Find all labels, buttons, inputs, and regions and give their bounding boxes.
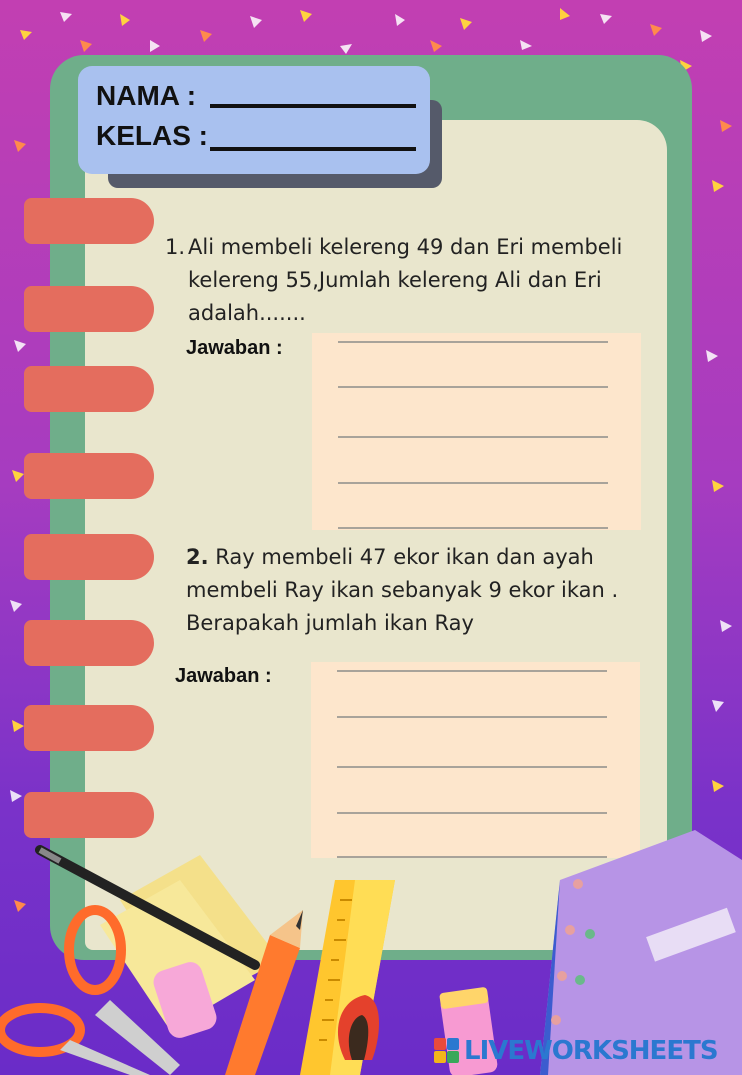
question-1-line: Ali membeli kelereng 49 dan Eri membeli xyxy=(188,235,623,259)
liveworksheets-wordmark: LIVEWORKSHEETS xyxy=(464,1036,718,1066)
class-label: KELAS : xyxy=(96,120,208,151)
question-1-line: adalah....... xyxy=(188,301,306,325)
question-2-number: 2. xyxy=(186,545,209,569)
question-1-number: 1. xyxy=(165,235,186,259)
question-2-line: Berapakah jumlah ikan Ray xyxy=(186,611,474,635)
liveworksheets-brand xyxy=(434,1035,718,1067)
liveworksheets-logo-icon xyxy=(434,1038,460,1064)
answer-2-label: Jawaban : xyxy=(175,665,272,687)
question-1-line: kelereng 55,Jumlah kelereng Ali dan Eri xyxy=(188,268,602,292)
name-label: NAMA : xyxy=(96,80,197,111)
question-2-line-text: Ray membeli 47 ekor ikan dan ayah xyxy=(215,545,594,569)
answer-1-label: Jawaban : xyxy=(186,337,283,359)
question-2-line: membeli Ray ikan sebanyak 9 ekor ikan . xyxy=(186,578,619,602)
